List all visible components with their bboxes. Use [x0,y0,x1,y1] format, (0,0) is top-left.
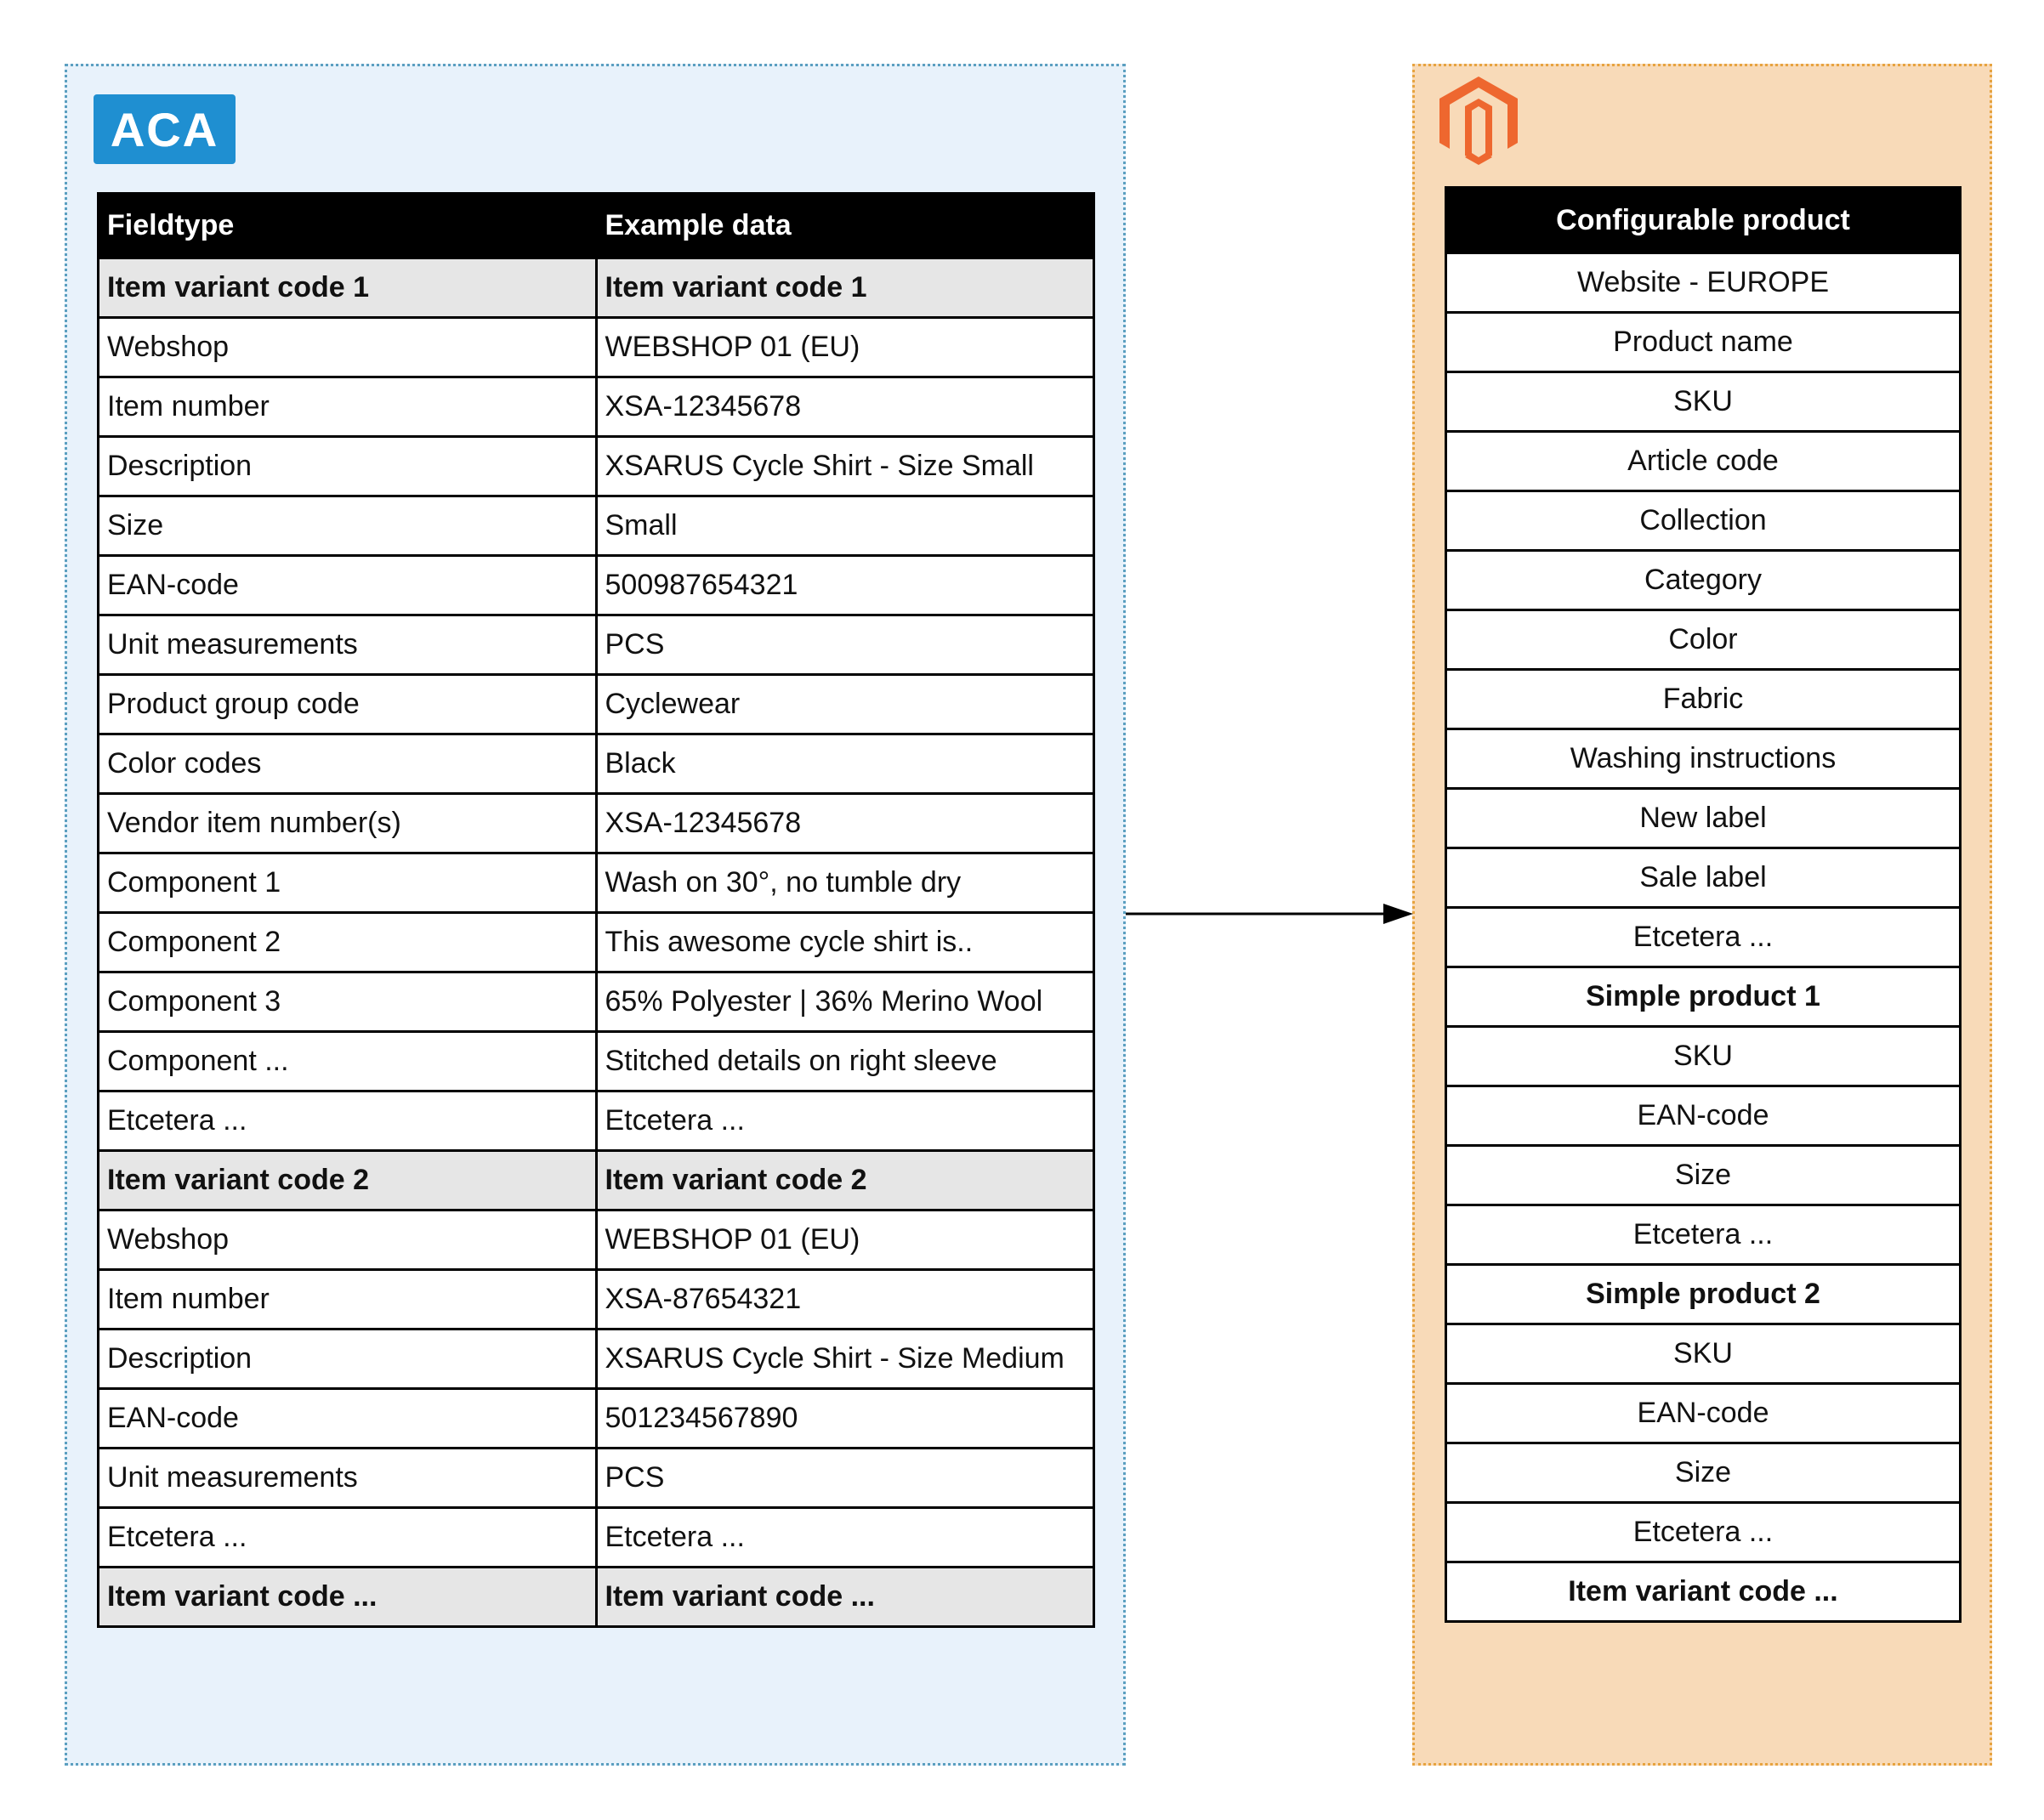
example-data-cell: Etcetera ... [596,1091,1094,1151]
table-row [99,1091,1094,1151]
table-row [99,1508,1094,1568]
fieldtype-cell: Etcetera ... [99,1508,597,1568]
example-data-cell: PCS [596,1449,1094,1508]
fieldtype-cell: Webshop [99,318,597,377]
magento-field-cell: EAN-code [1446,1384,1961,1443]
table-row [99,1449,1094,1508]
table-row [99,1210,1094,1270]
table-row [1446,1443,1961,1503]
aca-logo [94,94,236,164]
fieldtype-cell: EAN-code [99,1389,597,1449]
fieldtype-cell: Unit measurements [99,1449,597,1508]
magento-field-cell: Size [1446,1443,1961,1503]
example-data-cell: XSA-87654321 [596,1270,1094,1330]
table-row [1446,551,1961,610]
magento-field-cell: Category [1446,551,1961,610]
table-row [99,853,1094,913]
magento-field-cell: New label [1446,789,1961,848]
fieldtype-cell: Component ... [99,1032,597,1091]
table-row [1446,848,1961,908]
table-row [99,1151,1094,1210]
configurable-product-header: Configurable product [1446,188,1961,253]
example-data-cell: WEBSHOP 01 (EU) [596,318,1094,377]
table-row [99,496,1094,556]
magento-field-cell: Simple product 1 [1446,967,1961,1027]
magento-field-cell: Etcetera ... [1446,908,1961,967]
magento-field-cell: Item variant code ... [1446,1562,1961,1622]
table-row [1446,1086,1961,1146]
fieldtype-cell: Webshop [99,1210,597,1270]
example-data-cell: 501234567890 [596,1389,1094,1449]
fieldtype-cell: Etcetera ... [99,1091,597,1151]
table-row [1446,491,1961,551]
example-data-cell: XSA-12345678 [596,794,1094,853]
fieldtype-cell: Vendor item number(s) [99,794,597,853]
example-data-cell: Wash on 30°, no tumble dry [596,853,1094,913]
magento-field-cell: Product name [1446,313,1961,372]
table-row [1446,1562,1961,1622]
table-row [1446,1146,1961,1205]
table-row [99,615,1094,675]
example-data-cell: This awesome cycle shirt is.. [596,913,1094,972]
magento-field-cell: Washing instructions [1446,729,1961,789]
aca-fields-table [97,192,1095,1628]
example-data-cell: 500987654321 [596,556,1094,615]
example-data-cell: Small [596,496,1094,556]
magento-field-cell: Color [1446,610,1961,670]
aca-logo-text: ACA [110,102,219,156]
example-data-cell: XSA-12345678 [596,377,1094,437]
fieldtype-cell: Component 3 [99,972,597,1032]
table-header-row [99,194,1094,258]
table-row [99,913,1094,972]
example-data-cell: 65% Polyester | 36% Merino Wool [596,972,1094,1032]
fieldtype-cell: Item number [99,1270,597,1330]
arrow-right-icon [1126,901,1415,927]
fieldtype-cell: Item variant code ... [99,1568,597,1627]
example-data-cell: Item variant code ... [596,1568,1094,1627]
magento-field-cell: Collection [1446,491,1961,551]
fieldtype-cell: Item variant code 1 [99,258,597,318]
magento-field-cell: Article code [1446,432,1961,491]
fieldtype-cell: Description [99,1330,597,1389]
table-header-row [1446,188,1961,253]
fieldtype-cell: Size [99,496,597,556]
example-data-cell: Stitched details on right sleeve [596,1032,1094,1091]
magento-field-cell: Etcetera ... [1446,1503,1961,1562]
example-data-cell: Black [596,734,1094,794]
example-data-cell: Cyclewear [596,675,1094,734]
table-row [1446,610,1961,670]
table-row [1446,1205,1961,1265]
example-data-cell: PCS [596,615,1094,675]
magento-field-cell: Simple product 2 [1446,1265,1961,1324]
example-data-cell: Etcetera ... [596,1508,1094,1568]
magento-field-cell: Sale label [1446,848,1961,908]
magento-field-cell: EAN-code [1446,1086,1961,1146]
fieldtype-cell: Component 1 [99,853,597,913]
table-row [1446,967,1961,1027]
table-row [1446,1324,1961,1384]
table-row [99,1568,1094,1627]
example-data-cell: WEBSHOP 01 (EU) [596,1210,1094,1270]
fieldtype-cell: Color codes [99,734,597,794]
table-row [99,318,1094,377]
fieldtype-cell: EAN-code [99,556,597,615]
table-row [1446,313,1961,372]
magento-field-cell: SKU [1446,1027,1961,1086]
table-row [99,1270,1094,1330]
table-row [1446,729,1961,789]
table-row [1446,908,1961,967]
fieldtype-header: Fieldtype [99,194,597,258]
example-data-cell: XSARUS Cycle Shirt - Size Small [596,437,1094,496]
table-row [99,734,1094,794]
magento-product-table [1445,186,1962,1623]
magento-logo-icon [1439,77,1518,165]
table-row [99,437,1094,496]
example-data-cell: Item variant code 2 [596,1151,1094,1210]
magento-field-cell: Fabric [1446,670,1961,729]
table-row [99,794,1094,853]
fieldtype-cell: Unit measurements [99,615,597,675]
table-row [99,556,1094,615]
table-row [1446,670,1961,729]
table-row [99,258,1094,318]
example-data-cell: Item variant code 1 [596,258,1094,318]
fieldtype-cell: Component 2 [99,913,597,972]
table-row [1446,432,1961,491]
table-row [1446,1503,1961,1562]
table-row [99,1389,1094,1449]
table-row [1446,1265,1961,1324]
fieldtype-cell: Item variant code 2 [99,1151,597,1210]
table-row [1446,1027,1961,1086]
table-row [1446,1384,1961,1443]
magento-product-body [1446,253,1961,1622]
table-row [1446,789,1961,848]
table-row [99,377,1094,437]
table-row [99,972,1094,1032]
fieldtype-cell: Product group code [99,675,597,734]
fieldtype-cell: Description [99,437,597,496]
magento-field-cell: Size [1446,1146,1961,1205]
table-row [99,675,1094,734]
example-data-header: Example data [596,194,1094,258]
magento-field-cell: Etcetera ... [1446,1205,1961,1265]
magento-field-cell: SKU [1446,1324,1961,1384]
table-row [1446,253,1961,313]
fieldtype-cell: Item number [99,377,597,437]
table-row [1446,372,1961,432]
magento-field-cell: SKU [1446,372,1961,432]
magento-field-cell: Website - EUROPE [1446,253,1961,313]
aca-fields-body [99,258,1094,1627]
table-row [99,1330,1094,1389]
table-row [99,1032,1094,1091]
example-data-cell: XSARUS Cycle Shirt - Size Medium [596,1330,1094,1389]
